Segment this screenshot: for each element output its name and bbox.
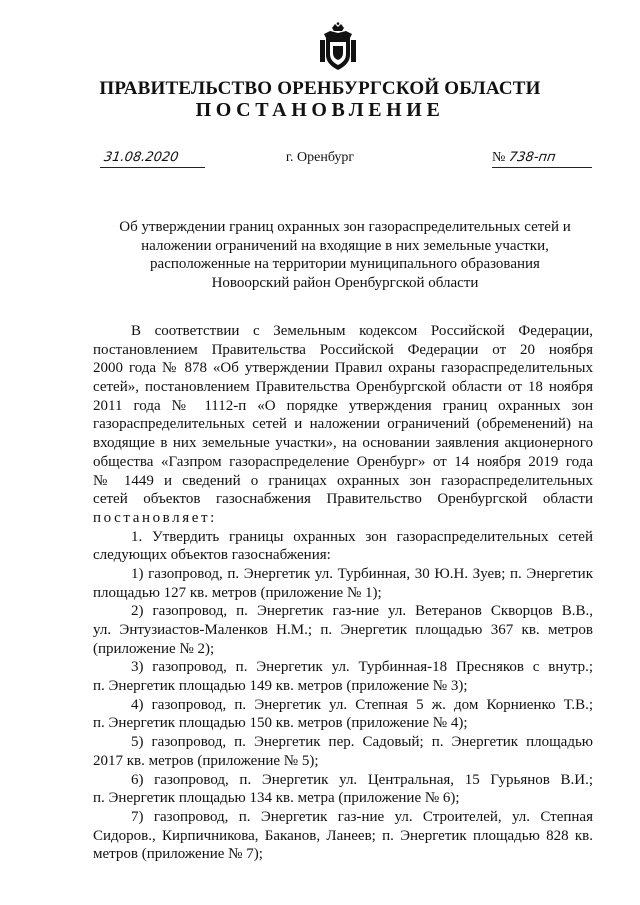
document-number	[492, 150, 592, 168]
body-line: постановлением Правительства Российской Федерации от 20 ноября	[93, 341, 593, 358]
body-line: № 1449 и сведений о границах охранных зон газораспределительных	[93, 472, 593, 489]
body-line: следующих объектов газоснабжения:	[93, 547, 331, 564]
government-title: ПРАВИТЕЛЬСТВО ОРЕНБУРГСКОЙ ОБЛАСТИ	[99, 78, 541, 99]
body-line: сетей объектов газоснабжения Правительство Оренбургской области	[93, 491, 593, 508]
body-line: постановляет:	[93, 509, 217, 526]
subject-line: Об утверждении границ охранных зон газораспределительных сетей и	[119, 219, 571, 235]
body-line: 2017 кв. метров (приложение № 5);	[93, 752, 319, 769]
body-line: п. Энергетик площадью 134 кв. метра (приложение № 6);	[93, 790, 460, 807]
body-line: 1. Утвердить границы охранных зон газораспределительных сетей	[131, 528, 593, 545]
body-line: Сидоров., Кирпичникова, Баканов, Ланеев; п. Энергетик площадью 828 кв.	[93, 827, 593, 844]
body-line: 5) газопровод, п. Энергетик пер. Садовый; п. Энергетик площадью	[131, 734, 593, 751]
subject-line: расположенные на территории муниципального образования	[150, 256, 540, 273]
document-number-value: 738-пп	[508, 150, 557, 165]
body-line: 2000 года № 878 «Об утверждении Правил охраны газораспределительных	[93, 360, 593, 377]
document-body	[93, 322, 593, 864]
body-line: В соответствии с Земельным кодексом Российской Федерации,	[131, 323, 593, 339]
subject-line: Новоорский район Оренбургской области	[211, 275, 479, 292]
subject-line: наложении ограничений на входящие в них земельные участки,	[141, 237, 549, 254]
body-line: сетей», постановлением Правительства Оренбургской области от 18 ноября	[93, 379, 593, 396]
body-line: газораспределительных сетей и наложении ограничений (обременений) на	[93, 416, 593, 433]
body-line: (приложение № 2);	[93, 640, 215, 657]
body-line: 4) газопровод, п. Энергетик ул. Степная 5 ж. дом Корниенко Т.В.;	[131, 696, 593, 713]
document-subject	[100, 218, 590, 293]
body-line: метров (приложение № 7);	[93, 846, 263, 863]
body-line: входящие в них земельные участки», на основании заявления акционерного	[93, 435, 593, 452]
body-line: 1) газопровод, п. Энергетик ул. Турбинная, 30 Ю.Н. Зуев; п. Энергетик	[131, 565, 593, 582]
body-line: п. Энергетик площадью 149 кв. метров (приложение № 3);	[93, 678, 468, 695]
body-line: 6) газопровод, п. Энергетик ул. Центральная, 15 Гурьянов В.И.;	[131, 771, 593, 788]
document-city: г. Оренбург	[285, 150, 355, 165]
body-line: площадью 127 кв. метров (приложение № 1);	[93, 584, 382, 601]
body-line: 3) газопровод, п. Энергетик ул. Турбинная-18 Пресняков с внутр.;	[131, 659, 593, 676]
body-line: п. Энергетик площадью 150 кв. метров (приложение № 4);	[93, 715, 468, 732]
body-line: ул. Энтузиастов-Маленков Н.М.; п. Энергетик площадью 367 кв. метров	[93, 622, 593, 638]
body-line: 2011 года № 1112-п «О порядке утверждения границ охранных зон	[93, 397, 593, 414]
orenburg-coat-of-arms-icon	[318, 22, 358, 72]
document-type: ПОСТАНОВЛЕНИЕ	[195, 99, 445, 121]
document-number-label: №	[492, 150, 506, 165]
body-line: общества «Газпром газораспределение Оренбург» от 14 ноября 2019 года	[93, 453, 593, 470]
body-line: 7) газопровод, п. Энергетик газ-ние ул. Строителей, ул. Степная	[131, 808, 593, 825]
document-date-value: 31.08.2020	[102, 150, 180, 165]
body-line: 2) газопровод, п. Энергетик газ-ние ул. Ветеранов Скворцов В.В.,	[131, 603, 593, 620]
